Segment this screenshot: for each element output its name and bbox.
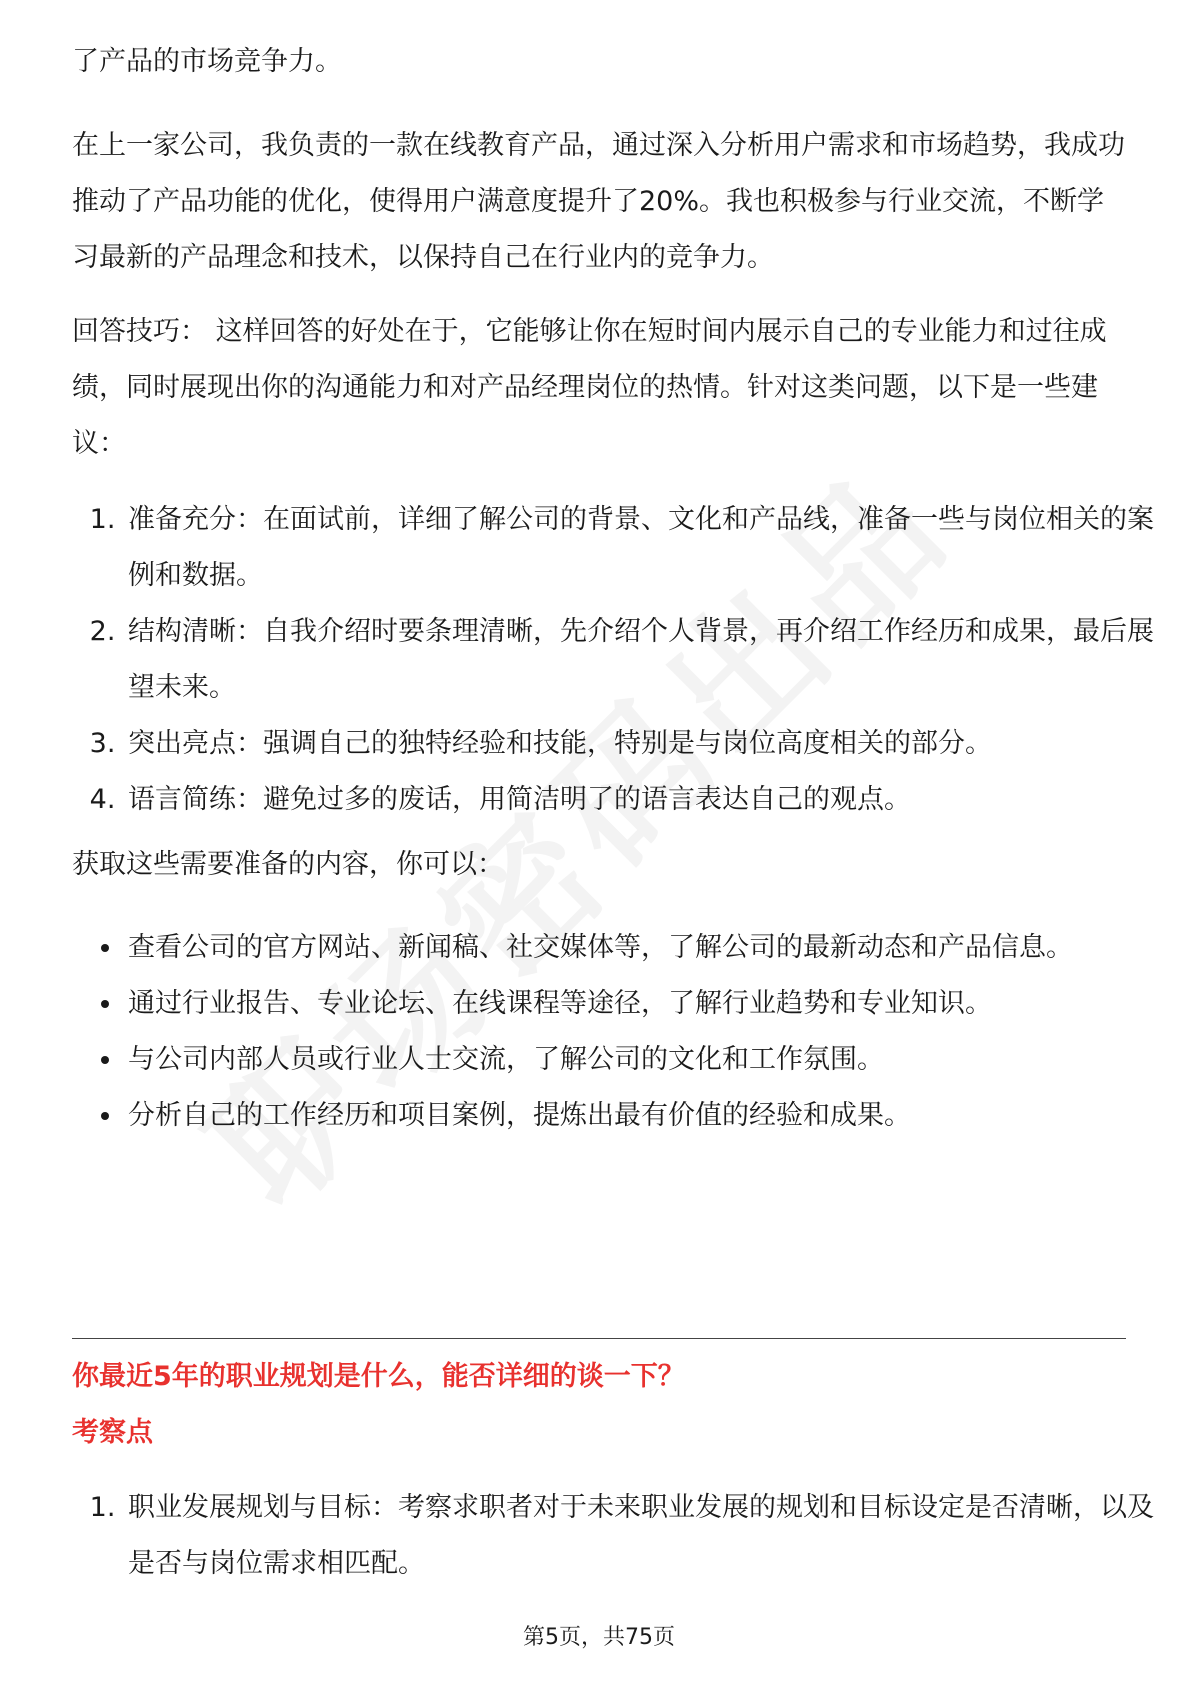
assessment-points-list (72, 1480, 1178, 1592)
list-item: 1. 职业发展规划与目标：考察求职者对于未来职业发展的规划和目标设定是否清晰，以及是否与岗位需求相匹配。 (124, 1480, 1178, 1592)
experience-paragraph: 在上一家公司，我负责的一款在线教育产品，通过深入分析用户需求和市场趋势，我成功推动了产品功能的优化，使得用户满意度提升了20%。我也积极参与行业交流，不断学习最新的产品理念和技术，以保持自己在行业内的竞争力。 (72, 130, 1125, 273)
prepare-list (72, 920, 1178, 1144)
document-page (72, 0, 1154, 1684)
list-item: • 与公司内部人员或行业人士交流，了解公司的文化和工作氛围。 (124, 1032, 1178, 1088)
tips-list (72, 492, 1178, 828)
list-item: • 查看公司的官方网站、新闻稿、社交媒体等，了解公司的最新动态和产品信息。 (124, 920, 1178, 976)
intro-tail-text: 了产品的市场竞争力。 (72, 46, 342, 77)
question-subtitle: 考察点 (72, 1417, 153, 1448)
tips-paragraph: 回答技巧： 这样回答的好处在于，它能够让你在短时间内展示自己的专业能力和过往成绩，同时展现出你的沟通能力和对产品经理岗位的热情。针对这类问题，以下是一些建议： (72, 316, 1107, 459)
list-item: • 通过行业报告、专业论坛、在线课程等途径，了解行业趋势和专业知识。 (124, 976, 1178, 1032)
list-item: • 分析自己的工作经历和项目案例，提炼出最有价值的经验和成果。 (124, 1088, 1178, 1144)
list-item: 4. 语言简练：避免过多的废话，用简洁明了的语言表达自己的观点。 (124, 772, 1178, 828)
section-divider (72, 1338, 1126, 1339)
list-item: 1. 准备充分：在面试前，详细了解公司的背景、文化和产品线，准备一些与岗位相关的案例和数据。 (124, 492, 1178, 604)
prepare-paragraph: 获取这些需要准备的内容，你可以： (72, 849, 504, 880)
question-title: 你最近5年的职业规划是什么，能否详细的谈一下？ (72, 1361, 685, 1392)
list-item: 2. 结构清晰：自我介绍时要条理清晰，先介绍个人背景，再介绍工作经历和成果，最后展望未来。 (124, 604, 1178, 716)
list-item: 3. 突出亮点：强调自己的独特经验和技能，特别是与岗位高度相关的部分。 (124, 716, 1178, 772)
page-footer: 第5页，共75页 (523, 1625, 675, 1650)
